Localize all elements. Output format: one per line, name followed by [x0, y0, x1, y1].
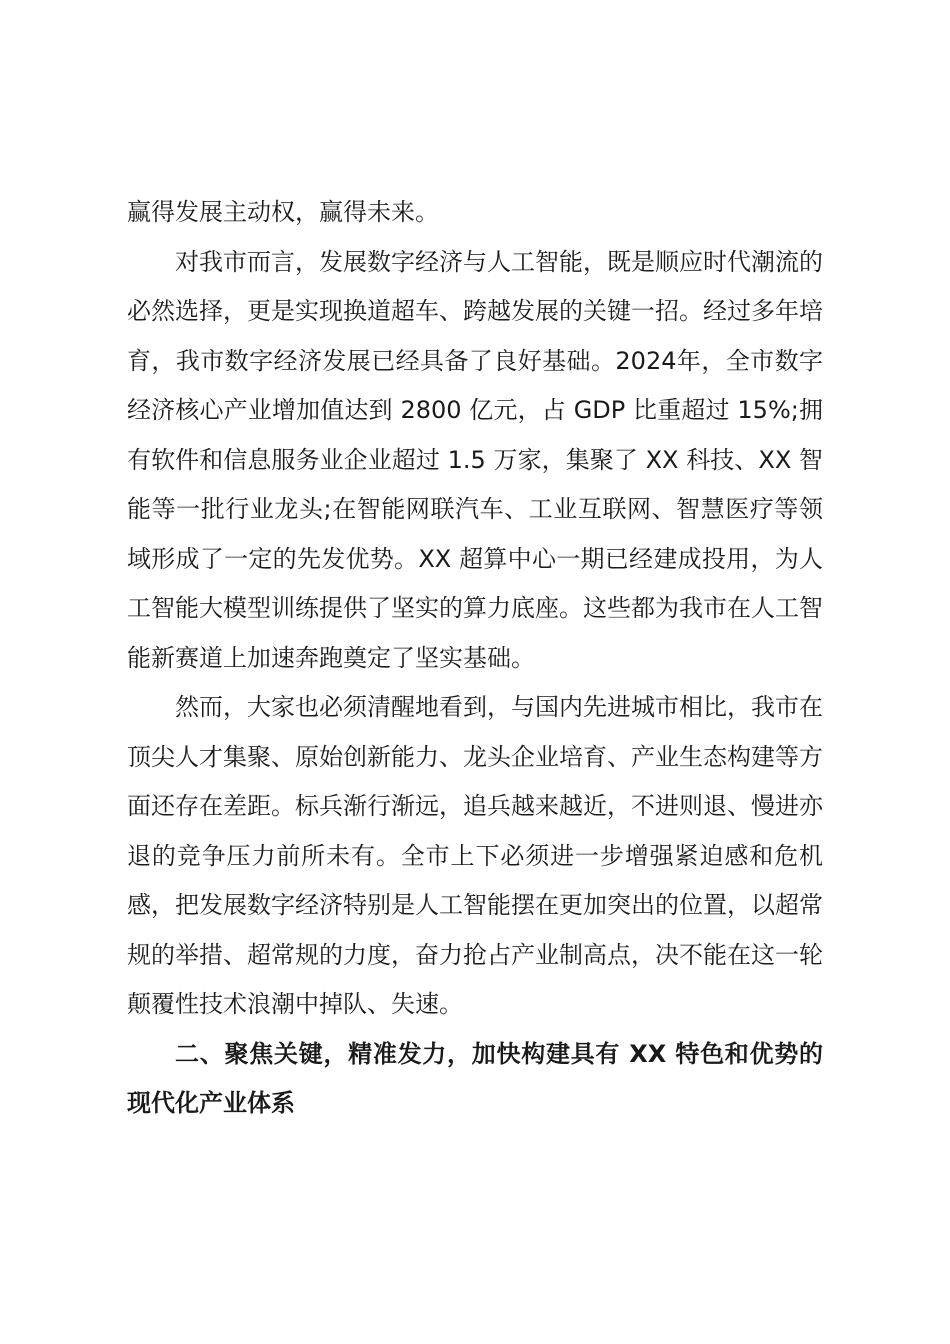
paragraph-continuation: 赢得发展主动权，赢得未来。 — [127, 198, 439, 226]
paragraph-digital-economy-foundation: 对我市而言，发展数字经济与人工智能，既是顺应时代潮流的必然选择，更是实现换道超车、跨越发展的关键一招。经过多年培育，我市数字经济发展已经具备了良好基础。2024年，全市数字经济核心产业增加值达到 2800 亿元，占 GDP 比重超过 15%;拥有软件和信息服务业企业超过 1.5 万家，集聚了 XX 科技、XX 智能等一批行业龙头;在智能网联汽车、工业互联网、智慧医疗等领域形成了一定的先发优势。XX 超算中心一期已经建成投用，为人工智能大模型训练提供了坚实的算力底座。这些都为我市在人工智能新赛道上加速奔跑奠定了坚实基础。 — [127, 247, 823, 672]
document-body — [127, 188, 823, 1129]
section-heading-2: 二、聚焦关键，精准发力，加快构建具有 XX 特色和优势的现代化产业体系 — [127, 1039, 823, 1117]
paragraph-competitive-gaps: 然而，大家也必须清醒地看到，与国内先进城市相比，我市在顶尖人才集聚、原始创新能力、龙头企业培育、产业生态构建等方面还存在差距。标兵渐行渐远，追兵越来越近，不进则退、慢进亦退的竞争压力前所未有。全市上下必须进一步增强紧迫感和危机感，把发展数字经济特别是人工智能摆在更加突出的位置，以超常规的举措、超常规的力度，奋力抢占产业制高点，决不能在这一轮颠覆性技术浪潮中掉队、失速。 — [127, 693, 823, 1018]
